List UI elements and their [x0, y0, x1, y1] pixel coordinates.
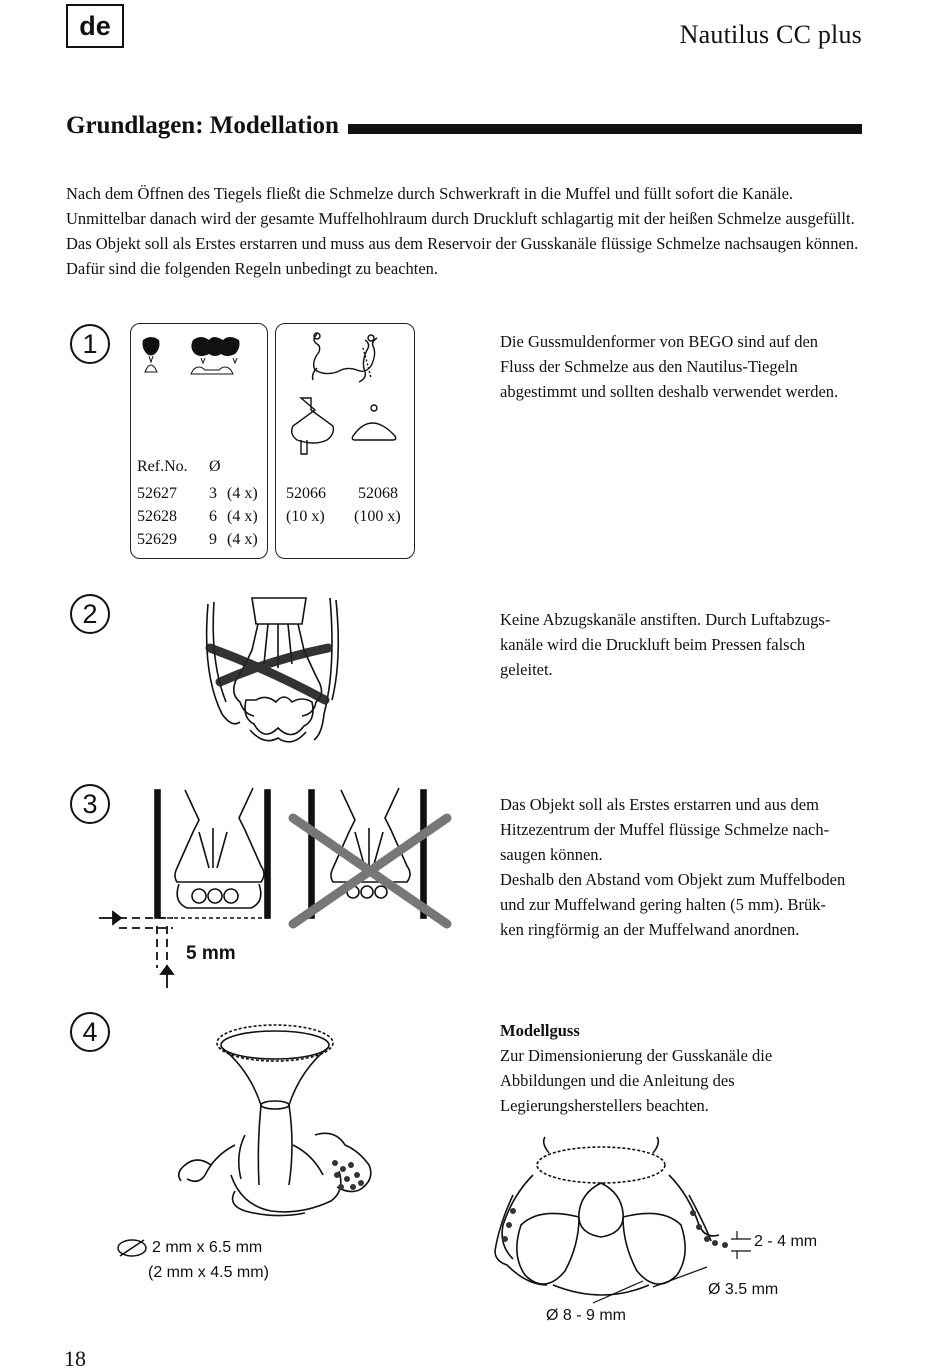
table-cell-ref-2: 52628 — [137, 508, 177, 525]
table-cell-qty-1: (4 x) — [227, 485, 258, 502]
table-cell-ref-3: 52629 — [137, 531, 177, 548]
step-3-line: Das Objekt soll als Erstes erstarren und aus dem — [500, 795, 819, 814]
table-cell-dia-3: 9 — [209, 531, 217, 548]
table-cell-dia-1: 3 — [209, 485, 217, 502]
step-3-text — [500, 792, 870, 942]
step-4-line: Zur Dimensionierung der Gusskanäle die — [500, 1046, 773, 1065]
table-cell-qty-52066: (10 x) — [286, 508, 325, 525]
bridge-and-cone-formers-icon — [285, 328, 410, 463]
table-cell-qty-2: (4 x) — [227, 508, 258, 525]
product-name: Nautilus CC plus — [679, 20, 862, 49]
step-3-line: Deshalb den Abstand vom Objekt zum Muffelboden — [500, 870, 846, 889]
table-cell-ref-1: 52627 — [137, 485, 177, 502]
table-cell-dia-2: 6 — [209, 508, 217, 525]
step-2-number: 2 — [70, 594, 110, 634]
step-3-number: 3 — [70, 784, 110, 824]
step-4-line: Legierungsherstellers beachten. — [500, 1096, 709, 1115]
crossed-out-vent-sprues-drawing — [190, 590, 350, 760]
table-cell-qty-52068: (100 x) — [354, 508, 401, 525]
step-2-line: Keine Abzugskanäle anstiften. Durch Luftabzugs- — [500, 610, 831, 629]
section-title: Grundlagen: Modellation — [66, 112, 339, 139]
step-4-heading: Modellguss — [500, 1021, 580, 1040]
step-4-text — [500, 1018, 870, 1118]
step-1-text — [500, 329, 870, 404]
oval-cross-section-icon — [117, 1238, 147, 1258]
step-4-number: 4 — [70, 1012, 110, 1052]
step-3-line: ken ringförmig an der Muffelwand anordnen. — [500, 920, 800, 939]
step-4-line: Abbildungen und die Anleitung des — [500, 1071, 735, 1090]
step-1-line: abgestimmt und sollten deshalb verwendet werden. — [500, 382, 839, 401]
ref-header: Ref.No. — [137, 458, 188, 475]
table-cell-ref-52068: 52068 — [358, 485, 398, 502]
table-cell-ref-52066: 52066 — [286, 485, 326, 502]
intro-paragraph: Nach dem Öffnen des Tiegels fließt die Schmelze durch Schwerkraft in die Muffel und füllt sofort die Kanäle. Unmittelbar danach wird der gesamte Muffelhohlraum durch Druckluft schlagartig mit der heißen Schmelze ausgefüllt. Das Objekt soll als Erstes erstarren und muss aus dem Reservoir der Gusskanäle flüssige Schmelze nachsaugen können. Dafür sind die folgenden Regeln unbedingt zu beachten. — [66, 184, 859, 278]
diameter-header: Ø — [209, 458, 221, 475]
page-number: 18 — [64, 1346, 86, 1371]
flask-distance-drawing — [95, 788, 455, 988]
step-1-line: Fluss der Schmelze aus den Nautilus-Tiegeln — [500, 357, 798, 376]
title-rule — [348, 124, 862, 134]
dimension-dia-8-9mm: Ø 8 - 9 mm — [546, 1307, 627, 1324]
step-1-line: Die Gussmuldenformer von BEGO sind auf den — [500, 332, 819, 351]
language-badge: de — [66, 4, 124, 48]
dimension-dia-3-5mm: Ø 3.5 mm — [708, 1281, 779, 1298]
distance-label: 5 mm — [186, 943, 236, 964]
step-2-line: geleitet. — [500, 660, 553, 679]
dimension-2-4mm: 2 - 4 mm — [754, 1233, 818, 1250]
table-cell-qty-3: (4 x) — [227, 531, 258, 548]
step-3-line: und zur Muffelwand gering halten (5 mm). Brük- — [500, 895, 826, 914]
step-3-line: Hitzezentrum der Muffel flüssige Schmelze nach- — [500, 820, 830, 839]
sprue-dimension-primary: 2 mm x 6.5 mm — [152, 1239, 263, 1256]
model-casting-funnel-drawing — [175, 1015, 380, 1230]
step-3-line: saugen können. — [500, 845, 603, 864]
step-2-text — [500, 607, 870, 682]
step-2-line: kanäle wird die Druckluft beim Pressen falsch — [500, 635, 806, 654]
sprue-dimension-alternate: (2 mm x 4.5 mm) — [148, 1264, 269, 1281]
step-1-number: 1 — [70, 324, 110, 364]
crown-formers-icon — [135, 330, 265, 380]
